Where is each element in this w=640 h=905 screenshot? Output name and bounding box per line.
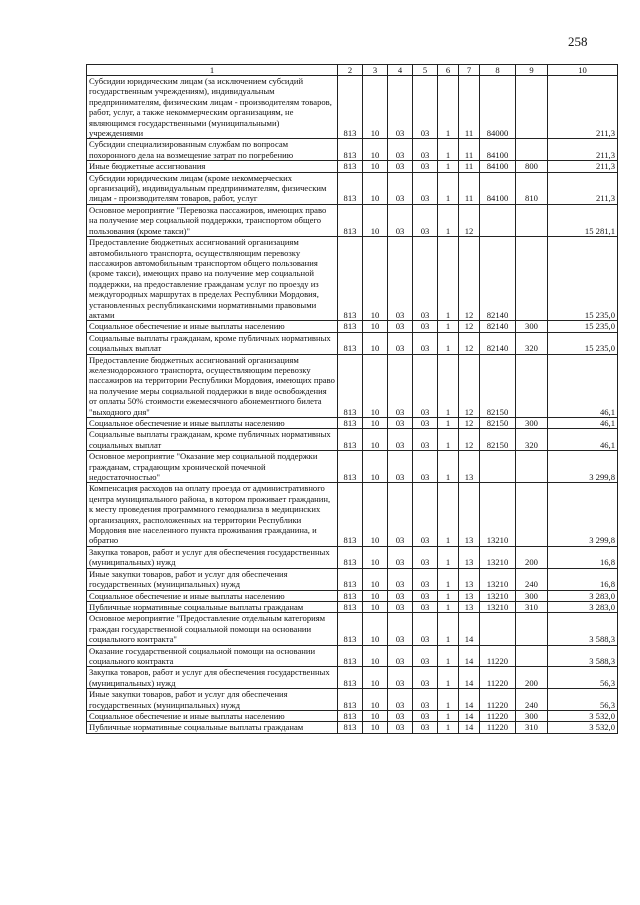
subsection-code: 03 <box>388 722 413 733</box>
admin-code: 813 <box>338 590 363 601</box>
section-code: 10 <box>363 161 388 172</box>
row-sum: 46,1 <box>548 418 618 429</box>
row-name: Иные закупки товаров, работ и услуг для обеспечения государственных (муниципальных) нужд <box>87 689 338 711</box>
row-sum: 3 283,0 <box>548 601 618 612</box>
row-name: Публичные нормативные социальные выплаты гражданам <box>87 601 338 612</box>
row-name: Публичные нормативные социальные выплаты гражданам <box>87 722 338 733</box>
column-header-6: 6 <box>438 65 459 76</box>
section-code: 10 <box>363 483 388 546</box>
program-code: 03 <box>413 204 438 236</box>
program-code: 03 <box>413 667 438 689</box>
subprogram-code: 1 <box>438 76 459 139</box>
table-row <box>87 667 618 689</box>
section-code: 10 <box>363 722 388 733</box>
admin-code: 813 <box>338 429 363 451</box>
admin-code: 813 <box>338 76 363 139</box>
expense-type-code: 300 <box>516 321 548 332</box>
direction-code: 13210 <box>480 590 516 601</box>
subprogram-code: 1 <box>438 710 459 721</box>
subsection-code: 03 <box>388 76 413 139</box>
admin-code: 813 <box>338 332 363 354</box>
section-code: 10 <box>363 429 388 451</box>
table-row <box>87 204 618 236</box>
row-name: Социальное обеспечение и иные выплаты населению <box>87 710 338 721</box>
expense-type-code: 300 <box>516 710 548 721</box>
expense-type-code <box>516 613 548 645</box>
expense-type-code: 300 <box>516 590 548 601</box>
subprogram-code: 1 <box>438 667 459 689</box>
column-header-4: 4 <box>388 65 413 76</box>
admin-code: 813 <box>338 645 363 667</box>
program-code: 03 <box>413 645 438 667</box>
column-header-10: 10 <box>548 65 618 76</box>
expense-type-code: 300 <box>516 418 548 429</box>
subprogram-code: 1 <box>438 546 459 568</box>
expense-type-code: 200 <box>516 667 548 689</box>
subprogram-code: 1 <box>438 237 459 321</box>
admin-code: 813 <box>338 689 363 711</box>
expense-type-code: 240 <box>516 568 548 590</box>
table-row <box>87 483 618 546</box>
table-row <box>87 76 618 139</box>
subprogram-code: 1 <box>438 483 459 546</box>
table-row <box>87 568 618 590</box>
direction-code: 84100 <box>480 161 516 172</box>
event-code: 11 <box>459 76 480 139</box>
table-row <box>87 354 618 417</box>
subsection-code: 03 <box>388 204 413 236</box>
event-code: 11 <box>459 172 480 204</box>
subprogram-code: 1 <box>438 613 459 645</box>
direction-code: 84000 <box>480 76 516 139</box>
event-code: 14 <box>459 667 480 689</box>
column-header-1: 1 <box>87 65 338 76</box>
event-code: 14 <box>459 645 480 667</box>
row-sum: 56,3 <box>548 689 618 711</box>
event-code: 14 <box>459 710 480 721</box>
expense-type-code <box>516 204 548 236</box>
row-sum: 15 235,0 <box>548 237 618 321</box>
page-number: 258 <box>568 34 588 49</box>
admin-code: 813 <box>338 451 363 483</box>
subsection-code: 03 <box>388 601 413 612</box>
direction-code: 84100 <box>480 172 516 204</box>
row-name: Закупка товаров, работ и услуг для обеспечения государственных (муниципальных) нужд <box>87 667 338 689</box>
row-name: Закупка товаров, работ и услуг для обеспечения государственных (муниципальных) нужд <box>87 546 338 568</box>
row-name: Иные закупки товаров, работ и услуг для обеспечения государственных (муниципальных) нужд <box>87 568 338 590</box>
admin-code: 813 <box>338 321 363 332</box>
row-sum: 3 588,3 <box>548 645 618 667</box>
table-row <box>87 429 618 451</box>
table-row <box>87 722 618 733</box>
row-sum: 3 299,8 <box>548 483 618 546</box>
section-code: 10 <box>363 546 388 568</box>
row-name: Предоставление бюджетных ассигнований организациям автомобильного транспорта, осуществляющим перевозку пассажиров автомобильным транспортом общего пользования (кроме такси), имеющих право на получение мер социальной поддержки, на предоставление гражданам услуг по проезду из междугородных маршрутах в пределах Республики Мордовия, установленных республиканскими нормативными правовыми актами <box>87 237 338 321</box>
event-code: 12 <box>459 204 480 236</box>
program-code: 03 <box>413 76 438 139</box>
event-code: 14 <box>459 613 480 645</box>
subsection-code: 03 <box>388 710 413 721</box>
column-header-5: 5 <box>413 65 438 76</box>
admin-code: 813 <box>338 667 363 689</box>
row-sum: 3 588,3 <box>548 613 618 645</box>
table-row <box>87 689 618 711</box>
table-body <box>87 76 618 734</box>
subsection-code: 03 <box>388 590 413 601</box>
subsection-code: 03 <box>388 321 413 332</box>
row-name: Основное мероприятие "Предоставление отдельным категориям граждан государственной социальной помощи на основании социального контракта" <box>87 613 338 645</box>
admin-code: 813 <box>338 710 363 721</box>
table-row <box>87 172 618 204</box>
direction-code: 11220 <box>480 689 516 711</box>
table-row <box>87 139 618 161</box>
direction-code: 13210 <box>480 568 516 590</box>
expense-type-code <box>516 354 548 417</box>
admin-code: 813 <box>338 613 363 645</box>
admin-code: 813 <box>338 418 363 429</box>
row-sum: 46,1 <box>548 429 618 451</box>
subsection-code: 03 <box>388 689 413 711</box>
section-code: 10 <box>363 321 388 332</box>
direction-code: 84100 <box>480 139 516 161</box>
expense-type-code: 810 <box>516 172 548 204</box>
program-code: 03 <box>413 722 438 733</box>
subprogram-code: 1 <box>438 590 459 601</box>
event-code: 14 <box>459 689 480 711</box>
program-code: 03 <box>413 172 438 204</box>
section-code: 10 <box>363 590 388 601</box>
expense-type-code <box>516 237 548 321</box>
subsection-code: 03 <box>388 667 413 689</box>
direction-code: 11220 <box>480 645 516 667</box>
table-row <box>87 332 618 354</box>
table-row <box>87 418 618 429</box>
program-code: 03 <box>413 689 438 711</box>
row-name: Субсидии юридическим лицам (кроме некоммерческих организаций), индивидуальным предпринимателям, физическим лицам - производителям товаров, работ, услуг <box>87 172 338 204</box>
subprogram-code: 1 <box>438 172 459 204</box>
row-sum: 3 532,0 <box>548 722 618 733</box>
column-header-3: 3 <box>363 65 388 76</box>
row-name: Социальное обеспечение и иные выплаты населению <box>87 418 338 429</box>
row-sum: 15 235,0 <box>548 332 618 354</box>
row-name: Основное мероприятие "Перевозка пассажиров, имеющих право на получение мер социальной поддержки, транспортом общего пользования (кроме такси)" <box>87 204 338 236</box>
program-code: 03 <box>413 601 438 612</box>
subsection-code: 03 <box>388 172 413 204</box>
section-code: 10 <box>363 139 388 161</box>
table-row <box>87 645 618 667</box>
section-code: 10 <box>363 172 388 204</box>
program-code: 03 <box>413 590 438 601</box>
direction-code <box>480 451 516 483</box>
row-name: Социальные выплаты гражданам, кроме публичных нормативных социальных выплат <box>87 429 338 451</box>
event-code: 12 <box>459 354 480 417</box>
direction-code: 82150 <box>480 418 516 429</box>
direction-code: 82150 <box>480 354 516 417</box>
expense-type-code: 800 <box>516 161 548 172</box>
program-code: 03 <box>413 418 438 429</box>
row-name: Оказание государственной социальной помощи на основании социального контракта <box>87 645 338 667</box>
row-name: Субсидии специализированным службам по вопросам похоронного дела на возмещение затрат по погребению <box>87 139 338 161</box>
direction-code <box>480 613 516 645</box>
subprogram-code: 1 <box>438 429 459 451</box>
admin-code: 813 <box>338 568 363 590</box>
row-sum: 211,3 <box>548 139 618 161</box>
expense-type-code <box>516 139 548 161</box>
row-sum: 3 283,0 <box>548 590 618 601</box>
section-code: 10 <box>363 237 388 321</box>
table-row <box>87 451 618 483</box>
program-code: 03 <box>413 483 438 546</box>
section-code: 10 <box>363 601 388 612</box>
row-name: Основное мероприятие "Оказание мер социальной поддержки гражданам, страдающим хронической почечной недостаточностью" <box>87 451 338 483</box>
direction-code <box>480 204 516 236</box>
expense-type-code: 320 <box>516 429 548 451</box>
row-sum: 211,3 <box>548 76 618 139</box>
event-code: 14 <box>459 722 480 733</box>
section-code: 10 <box>363 418 388 429</box>
event-code: 13 <box>459 601 480 612</box>
program-code: 03 <box>413 139 438 161</box>
table-header <box>87 65 618 76</box>
expense-type-code: 320 <box>516 332 548 354</box>
event-code: 13 <box>459 483 480 546</box>
admin-code: 813 <box>338 161 363 172</box>
table-row <box>87 546 618 568</box>
subprogram-code: 1 <box>438 645 459 667</box>
row-name: Иные бюджетные ассигнования <box>87 161 338 172</box>
subsection-code: 03 <box>388 451 413 483</box>
column-header-8: 8 <box>480 65 516 76</box>
row-name: Социальное обеспечение и иные выплаты населению <box>87 590 338 601</box>
row-name: Компенсация расходов на оплату проезда от административного центра муниципального района, в котором проживает гражданин, к месту проведения программного гемодиализа в медицинских организациях, расположенных на территории Республики Мордовия вне населенного пункта проживания гражданина, и обратно <box>87 483 338 546</box>
direction-code: 82150 <box>480 429 516 451</box>
subsection-code: 03 <box>388 429 413 451</box>
subprogram-code: 1 <box>438 354 459 417</box>
section-code: 10 <box>363 354 388 417</box>
subsection-code: 03 <box>388 483 413 546</box>
budget-table <box>86 64 618 734</box>
direction-code: 82140 <box>480 332 516 354</box>
direction-code: 11220 <box>480 667 516 689</box>
row-sum: 211,3 <box>548 172 618 204</box>
subsection-code: 03 <box>388 645 413 667</box>
column-header-7: 7 <box>459 65 480 76</box>
event-code: 11 <box>459 161 480 172</box>
event-code: 12 <box>459 418 480 429</box>
subsection-code: 03 <box>388 332 413 354</box>
direction-code: 82140 <box>480 321 516 332</box>
row-sum: 211,3 <box>548 161 618 172</box>
expense-type-code <box>516 76 548 139</box>
direction-code: 11220 <box>480 710 516 721</box>
admin-code: 813 <box>338 483 363 546</box>
header-row <box>87 65 618 76</box>
section-code: 10 <box>363 76 388 139</box>
section-code: 10 <box>363 613 388 645</box>
admin-code: 813 <box>338 172 363 204</box>
program-code: 03 <box>413 354 438 417</box>
subprogram-code: 1 <box>438 332 459 354</box>
row-name: Социальное обеспечение и иные выплаты населению <box>87 321 338 332</box>
subsection-code: 03 <box>388 568 413 590</box>
event-code: 12 <box>459 321 480 332</box>
direction-code: 82140 <box>480 237 516 321</box>
expense-type-code: 240 <box>516 689 548 711</box>
table-row <box>87 710 618 721</box>
subsection-code: 03 <box>388 418 413 429</box>
program-code: 03 <box>413 321 438 332</box>
program-code: 03 <box>413 710 438 721</box>
expense-type-code: 200 <box>516 546 548 568</box>
row-name: Субсидии юридическим лицам (за исключением субсидий государственным учреждениям), индивидуальным предпринимателям, физическим лицам - производителям товаров, работ, услуг, а также некоммерческим организациям, не являющимся государственными (муниципальными) учреждениями <box>87 76 338 139</box>
admin-code: 813 <box>338 354 363 417</box>
subprogram-code: 1 <box>438 321 459 332</box>
column-header-2: 2 <box>338 65 363 76</box>
section-code: 10 <box>363 204 388 236</box>
row-sum: 15 235,0 <box>548 321 618 332</box>
admin-code: 813 <box>338 722 363 733</box>
section-code: 10 <box>363 451 388 483</box>
table-row <box>87 161 618 172</box>
admin-code: 813 <box>338 204 363 236</box>
subsection-code: 03 <box>388 161 413 172</box>
row-sum: 16,8 <box>548 546 618 568</box>
row-sum: 56,3 <box>548 667 618 689</box>
row-name: Социальные выплаты гражданам, кроме публичных нормативных социальных выплат <box>87 332 338 354</box>
subsection-code: 03 <box>388 237 413 321</box>
table-row <box>87 321 618 332</box>
row-sum: 46,1 <box>548 354 618 417</box>
subprogram-code: 1 <box>438 689 459 711</box>
subprogram-code: 1 <box>438 451 459 483</box>
event-code: 12 <box>459 429 480 451</box>
program-code: 03 <box>413 568 438 590</box>
event-code: 13 <box>459 568 480 590</box>
expense-type-code <box>516 645 548 667</box>
row-sum: 3 299,8 <box>548 451 618 483</box>
row-name: Предоставление бюджетных ассигнований организациям железнодорожного транспорта, осуществляющим перевозку пассажиров на территории Республики Мордовия, имеющих право на получение меры социальной поддержки в виде освобождения от оплаты 50% стоимости ежемесячного абонементного билета "выходного дня" <box>87 354 338 417</box>
program-code: 03 <box>413 332 438 354</box>
direction-code: 11220 <box>480 722 516 733</box>
subprogram-code: 1 <box>438 204 459 236</box>
section-code: 10 <box>363 689 388 711</box>
table-row <box>87 590 618 601</box>
admin-code: 813 <box>338 546 363 568</box>
direction-code: 13210 <box>480 483 516 546</box>
expense-type-code <box>516 451 548 483</box>
subprogram-code: 1 <box>438 568 459 590</box>
table-row <box>87 613 618 645</box>
section-code: 10 <box>363 667 388 689</box>
table-row <box>87 237 618 321</box>
section-code: 10 <box>363 645 388 667</box>
event-code: 13 <box>459 451 480 483</box>
event-code: 11 <box>459 139 480 161</box>
expense-type-code: 310 <box>516 601 548 612</box>
subsection-code: 03 <box>388 354 413 417</box>
section-code: 10 <box>363 332 388 354</box>
row-sum: 3 532,0 <box>548 710 618 721</box>
subsection-code: 03 <box>388 546 413 568</box>
event-code: 12 <box>459 332 480 354</box>
program-code: 03 <box>413 451 438 483</box>
event-code: 13 <box>459 546 480 568</box>
row-sum: 16,8 <box>548 568 618 590</box>
subprogram-code: 1 <box>438 139 459 161</box>
column-header-9: 9 <box>516 65 548 76</box>
section-code: 10 <box>363 710 388 721</box>
expense-type-code: 310 <box>516 722 548 733</box>
program-code: 03 <box>413 161 438 172</box>
subprogram-code: 1 <box>438 722 459 733</box>
subprogram-code: 1 <box>438 418 459 429</box>
row-sum: 15 281,1 <box>548 204 618 236</box>
subprogram-code: 1 <box>438 601 459 612</box>
table-row <box>87 601 618 612</box>
admin-code: 813 <box>338 237 363 321</box>
program-code: 03 <box>413 613 438 645</box>
subsection-code: 03 <box>388 139 413 161</box>
program-code: 03 <box>413 237 438 321</box>
section-code: 10 <box>363 568 388 590</box>
admin-code: 813 <box>338 601 363 612</box>
expense-type-code <box>516 483 548 546</box>
direction-code: 13210 <box>480 546 516 568</box>
subsection-code: 03 <box>388 613 413 645</box>
program-code: 03 <box>413 429 438 451</box>
admin-code: 813 <box>338 139 363 161</box>
event-code: 12 <box>459 237 480 321</box>
event-code: 13 <box>459 590 480 601</box>
direction-code: 13210 <box>480 601 516 612</box>
program-code: 03 <box>413 546 438 568</box>
subprogram-code: 1 <box>438 161 459 172</box>
